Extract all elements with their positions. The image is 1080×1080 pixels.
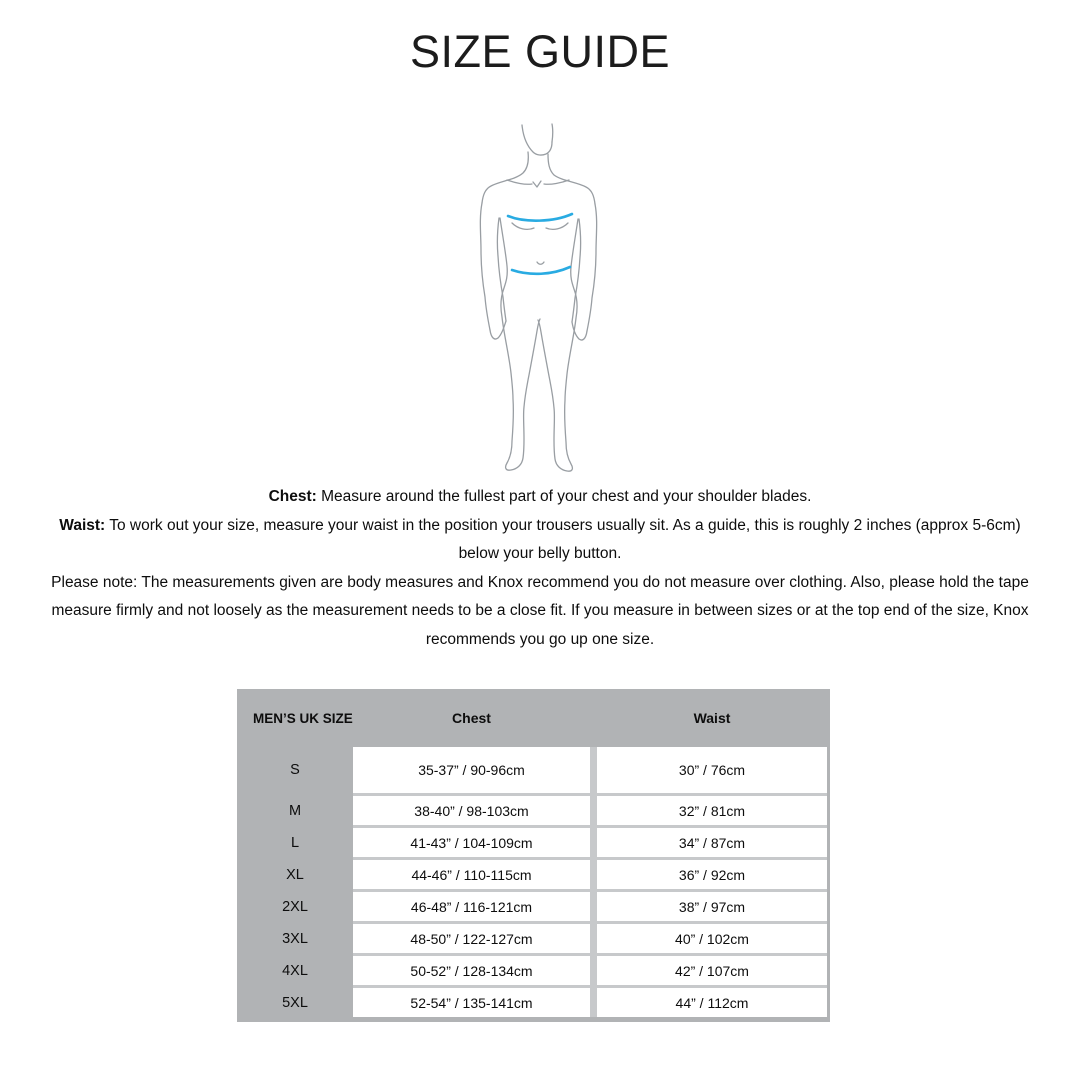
table-row [237,828,827,857]
table-row [237,988,827,1017]
chest-instruction-label: Chest: [268,488,317,505]
size-label: 4XL [282,962,308,979]
size-label: 2XL [282,898,308,915]
chest-cell: 50-52” / 128-134cm [353,956,590,985]
waist-cell: 38” / 97cm [597,892,827,921]
waist-cell: 32” / 81cm [597,796,827,825]
chest-cell: 48-50” / 122-127cm [353,924,590,953]
cell-gap [590,956,597,985]
waist-cell: 30” / 76cm [597,747,827,793]
cell-gap [590,860,597,889]
size-label: 5XL [282,994,308,1011]
chest-cell: 46-48” / 116-121cm [353,892,590,921]
cell-gap [590,924,597,953]
size-label: M [288,802,302,819]
size-label: L [290,834,300,851]
table-row [237,924,827,953]
chest-cell: 44-46” / 110-115cm [353,860,590,889]
table-row [237,747,827,793]
page-title: SIZE GUIDE [409,26,671,77]
chest-cell: 52-54” / 135-141cm [353,988,590,1017]
male-outline-figure [440,123,660,483]
size-label: S [290,762,300,778]
cell-gap [590,892,597,921]
waist-cell: 34” / 87cm [597,828,827,857]
table-row [237,956,827,985]
chest-instruction-text: Measure around the fullest part of your chest and your shoulder blades. [316,488,812,505]
size-label: 3XL [282,930,308,947]
waist-cell: 44” / 112cm [597,988,827,1017]
note-line-1: Please note: The measurements given are body measures and Knox recommend you do not measure over clothing. Also, please hold the tape [51,573,1029,591]
note-line-3: recommends you go up one size. [425,630,655,648]
header-chest-label: Chest [452,710,491,726]
header-size-label: MEN’S UK SIZE [253,710,353,726]
waist-instruction-label: Waist: [59,516,106,534]
cell-gap [590,747,597,793]
table-row [237,796,827,825]
note-line-2: measure firmly and not loosely as the measurement needs to be a close fit. If you measure in between sizes or at the top end of the size, Knox [51,602,1029,620]
size-label: XL [286,866,304,883]
cell-gap [590,988,597,1017]
waist-measure-line [512,267,570,274]
body-outline [480,124,596,471]
waist-instruction-text: To work out your size, measure your waist in the position your trousers usually sit. As a guide, this is roughly 2 inches (approx 5-6cm) [105,516,1021,534]
cell-gap [590,828,597,857]
header-waist-label: Waist [693,710,731,726]
waist-cell: 40” / 102cm [597,924,827,953]
size-table-body [237,747,827,1017]
measuring-instructions [0,483,1080,655]
chest-measure-line [508,214,572,221]
body-figure [440,123,660,483]
table-row [237,860,827,889]
chest-cell: 35-37” / 90-96cm [353,747,590,793]
table-row [237,892,827,921]
waist-instruction-line2: below your belly button. [458,545,622,563]
cell-gap [590,796,597,825]
chest-cell: 38-40” / 98-103cm [353,796,590,825]
chest-cell: 41-43” / 104-109cm [353,828,590,857]
size-table [237,689,830,1022]
waist-cell: 42” / 107cm [597,956,827,985]
size-table-header [237,689,827,747]
chest-instruction [0,483,1080,512]
waist-instruction [0,512,1080,541]
waist-cell: 36” / 92cm [597,860,827,889]
